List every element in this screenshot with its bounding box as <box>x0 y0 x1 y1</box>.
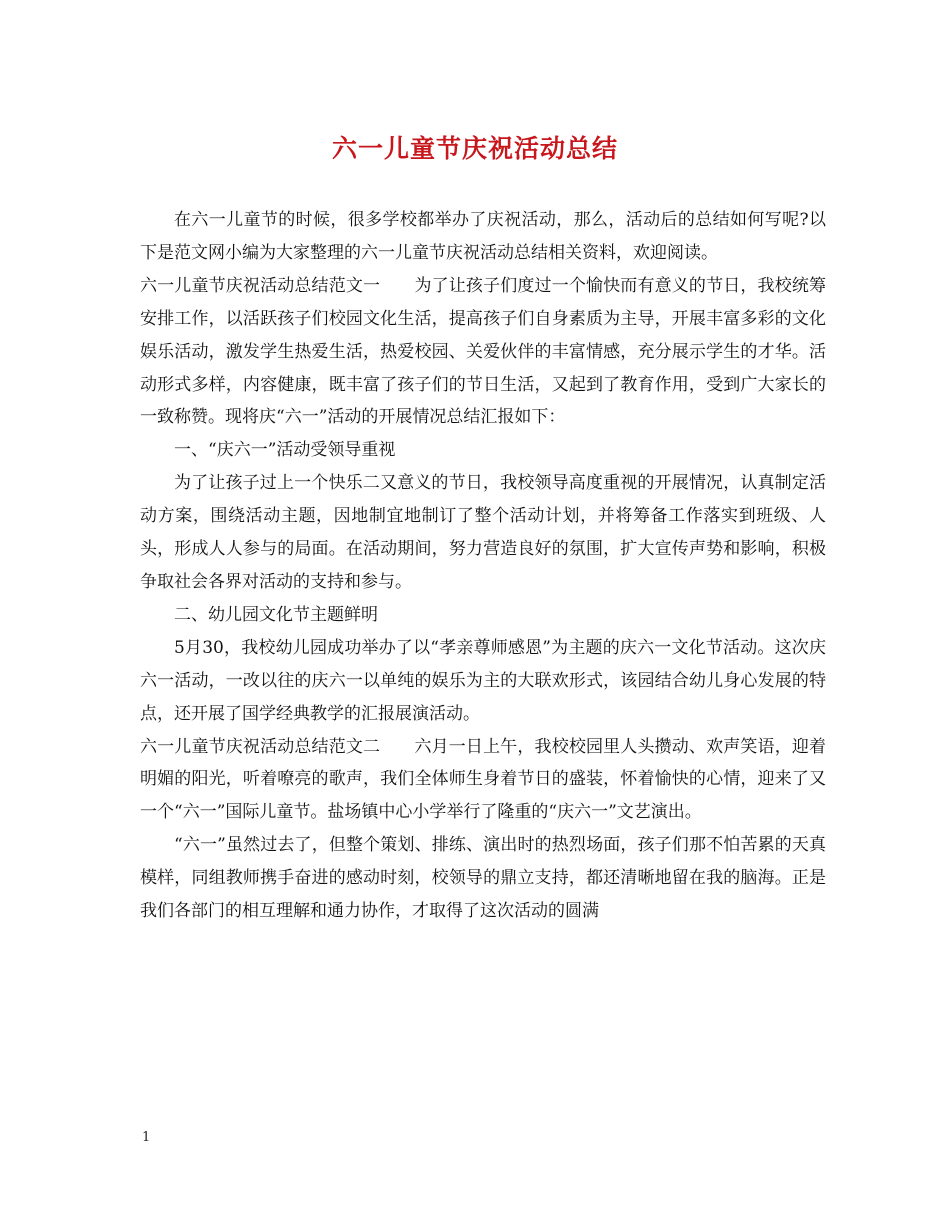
paragraph-kindergarten: 5月30，我校幼儿园成功举办了以“孝亲尊师感恩”为主题的庆六一文化节活动。这次庆六一活动，一改以往的庆六一以单纯的娱乐为主的大联欢形式，该园结合幼儿身心发展的特点，还开展了国学经典教学的汇报展演活动。 <box>140 637 826 724</box>
paragraph-sample-two: 六一儿童节庆祝活动总结范文二 六月一日上午，我校校园里人头攒动、欢声笑语，迎着明媚的阳光，听着嘹亮的歌声，我们全体师生身着节日的盛装，怀着愉快的心情，迎来了又一个“六一”国际儿童节。盐场镇中心小学举行了隆重的“庆六一”文艺演出。 <box>140 736 826 823</box>
paragraph-intro: 在六一儿童节的时候，很多学校都举办了庆祝活动，那么，活动后的总结如何写呢?以下是范文网小编为大家整理的六一儿童节庆祝活动总结相关资料，欢迎阅读。 <box>140 210 826 263</box>
paragraph-reflection: “六一”虽然过去了，但整个策划、排练、演出时的热烈场面，孩子们那不怕苦累的天真模样，同组教师携手奋进的感动时刻，校领导的鼎立支持，都还清晰地留在我的脑海。正是我们各部门的相互理解和通力协作，才取得了这次活动的圆满 <box>140 835 826 922</box>
paragraph-leadership: 为了让孩子过上一个快乐二又意义的节日，我校领导高度重视的开展情况，认真制定活动方案，围绕活动主题，因地制宜地制订了整个活动计划，并将筹备工作落实到班级、人头，形成人人参与的局面。在活动期间，努力营造良好的氛围，扩大宣传声势和影响，积极争取社会各界对活动的支持和参与。 <box>140 473 826 592</box>
section-heading-kindergarten: 二、幼儿园文化节主题鲜明 <box>174 604 378 625</box>
paragraph-sample-one: 六一儿童节庆祝活动总结范文一 为了让孩子们度过一个愉快而有意义的节日，我校统筹安排工作，以活跃孩子们校园文化生活，提高孩子们自身素质为主导，开展丰富多彩的文化娱乐活动，激发学生热爱生活，热爱校园、关爱伙伴的丰富情感，充分展示学生的才华。活动形式多样，内容健康，既丰富了孩子们的节日生活，又起到了教育作用，受到广大家长的一致称赞。现将庆“六一”活动的开展情况总结汇报如下： <box>140 275 826 428</box>
document-body <box>140 204 826 928</box>
document-title: 六一儿童节庆祝活动总结 <box>331 134 618 163</box>
section-heading-leadership: 一、“庆六一”活动受领导重视 <box>174 440 396 461</box>
page-number: 1 <box>142 1130 151 1145</box>
